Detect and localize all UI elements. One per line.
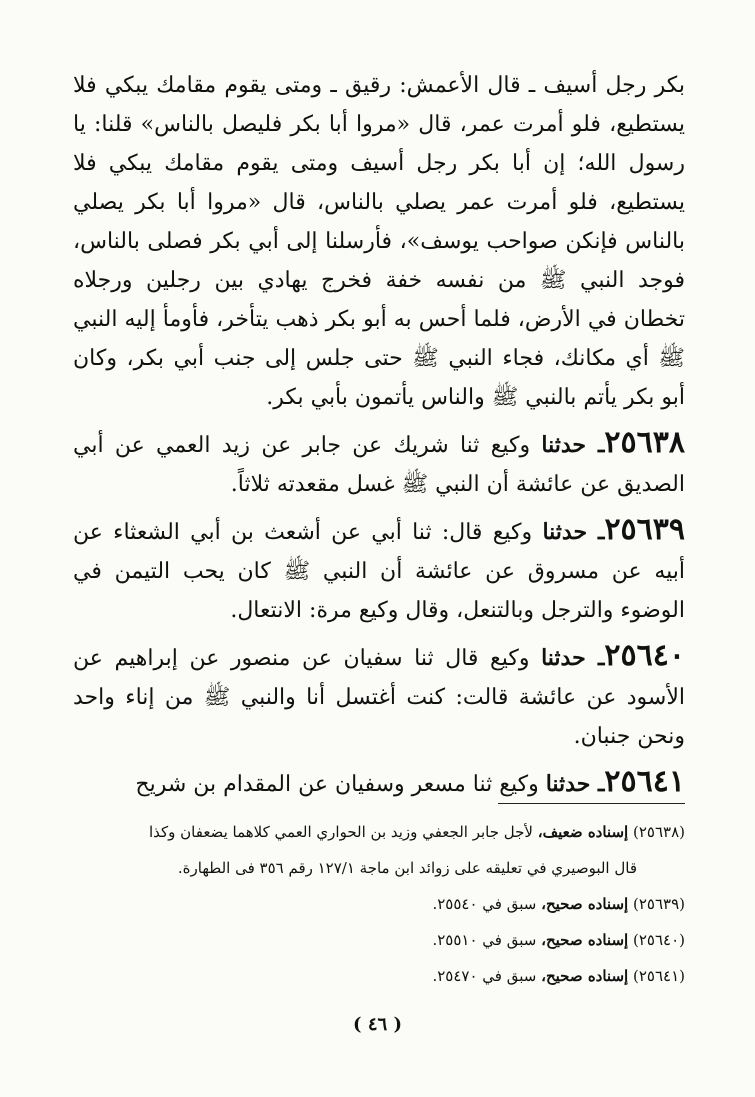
hadith-number: ٢٥٦٣٨	[604, 425, 685, 460]
footnote-25640	[73, 922, 685, 958]
footnote-25639	[73, 886, 685, 922]
hadith-text: وكيع قال: ثنا أبي عن أشعث بن أبي الشعثاء عن أبيه عن مسروق عن عائشة أن النبي ﷺ كان يحب التيمن في الوضوء والترجل وبالتنعل، وقال وكيع مرة: الانتعال.	[73, 520, 685, 623]
hadith-number: ٢٥٦٤٠	[604, 638, 685, 673]
hadith-text: وكيع ثنا شريك عن جابر عن زيد العمي عن أبي الصديق عن عائشة أن النبي ﷺ غسل مقعدته ثلاثاً.	[73, 433, 685, 497]
hadith-label: ـ حدثنا	[542, 519, 605, 545]
hadith-label: ـ حدثنا	[545, 771, 605, 797]
hadith-25641	[73, 762, 685, 804]
page-number: ( ٤٦ )	[353, 1014, 402, 1035]
hadith-label: ـ حدثنا	[541, 432, 605, 458]
hadith-number: ٢٥٦٤١	[604, 764, 685, 799]
footnote-divider	[498, 803, 685, 804]
hadith-25638	[73, 423, 685, 504]
footnote-25638	[73, 814, 685, 850]
hadith-25639	[73, 510, 685, 630]
footnotes	[73, 814, 685, 994]
footnote-grade: إسناده صحيح،	[541, 931, 629, 949]
hadith-number: ٢٥٦٣٩	[604, 512, 686, 547]
intro-paragraph: بكر رجل أسيف ـ قال الأعمش: رقيق ـ ومتى يقوم مقامك يبكي فلا يستطيع، فلو أمرت عمر، قال «مروا أبا بكر فليصل بالناس» قلنا: يا رسول الله؛ إن أبا بكر رجل أسيف ومتى يقوم مقامك يبكي فلا يستطيع، فلو أمرت عمر يصلي بالناس، قال «مروا أبا بكر يصلي بالناس فإنكن صواحب يوسف»، فأرسلنا إلى أبي بكر فصلى بالناس، فوجد النبي ﷺ من نفسه خفة فخرج يهادي بين رجلين ورجلاه تخطان في الأرض، فلما أحس به أبو بكر ذهب يتأخر، فأومأ إليه النبي ﷺ أي مكانك، فجاء النبي ﷺ حتى جلس إلى جنب أبي بكر، وكان أبو بكر يأتم بالنبي ﷺ والناس يأتمون بأبي بكر.	[73, 73, 685, 410]
hadith-label: ـ حدثنا	[541, 645, 605, 671]
hadith-text: وكيع قال ثنا سفيان عن منصور عن إبراهيم عن الأسود عن عائشة قالت: كنت أغتسل أنا والنبي ﷺ من إناء واحد ونحن جنبان.	[73, 646, 685, 749]
footnote-25641	[73, 958, 685, 994]
footnote-grade: إسناده ضعيف،	[537, 823, 629, 841]
footnote-grade: إسناده صحيح،	[541, 967, 629, 985]
footnote-text: سبق في ٢٥٥٤٠.	[432, 895, 542, 913]
footnote-ref: (٢٥٦٤٠)	[632, 931, 685, 949]
hadith-text: وكيع ثنا مسعر وسفيان عن المقدام بن شريح	[135, 772, 546, 797]
hadith-25640	[73, 636, 685, 756]
footnote-text: لأجل جابر الجعفي وزيد بن الحواري العمي كلاهما يضعفان وكذا	[148, 823, 538, 841]
footnote-ref: (٢٥٦٣٩)	[632, 895, 685, 913]
footnote-text: سبق في ٢٥٥١٠.	[432, 931, 542, 949]
footnote-25638-continuation: قال البوصيري في تعليقه على زوائد ابن ماجة ١٢٧/١ رقم ٣٥٦ فى الطهارة.	[177, 859, 637, 877]
footnote-ref: (٢٥٦٤١)	[632, 967, 685, 985]
footnote-text: سبق في ٢٥٤٧٠.	[432, 967, 542, 985]
footnote-ref: (٢٥٦٣٨)	[632, 823, 685, 841]
footnote-grade: إسناده صحيح،	[541, 895, 629, 913]
main-text	[73, 66, 685, 804]
